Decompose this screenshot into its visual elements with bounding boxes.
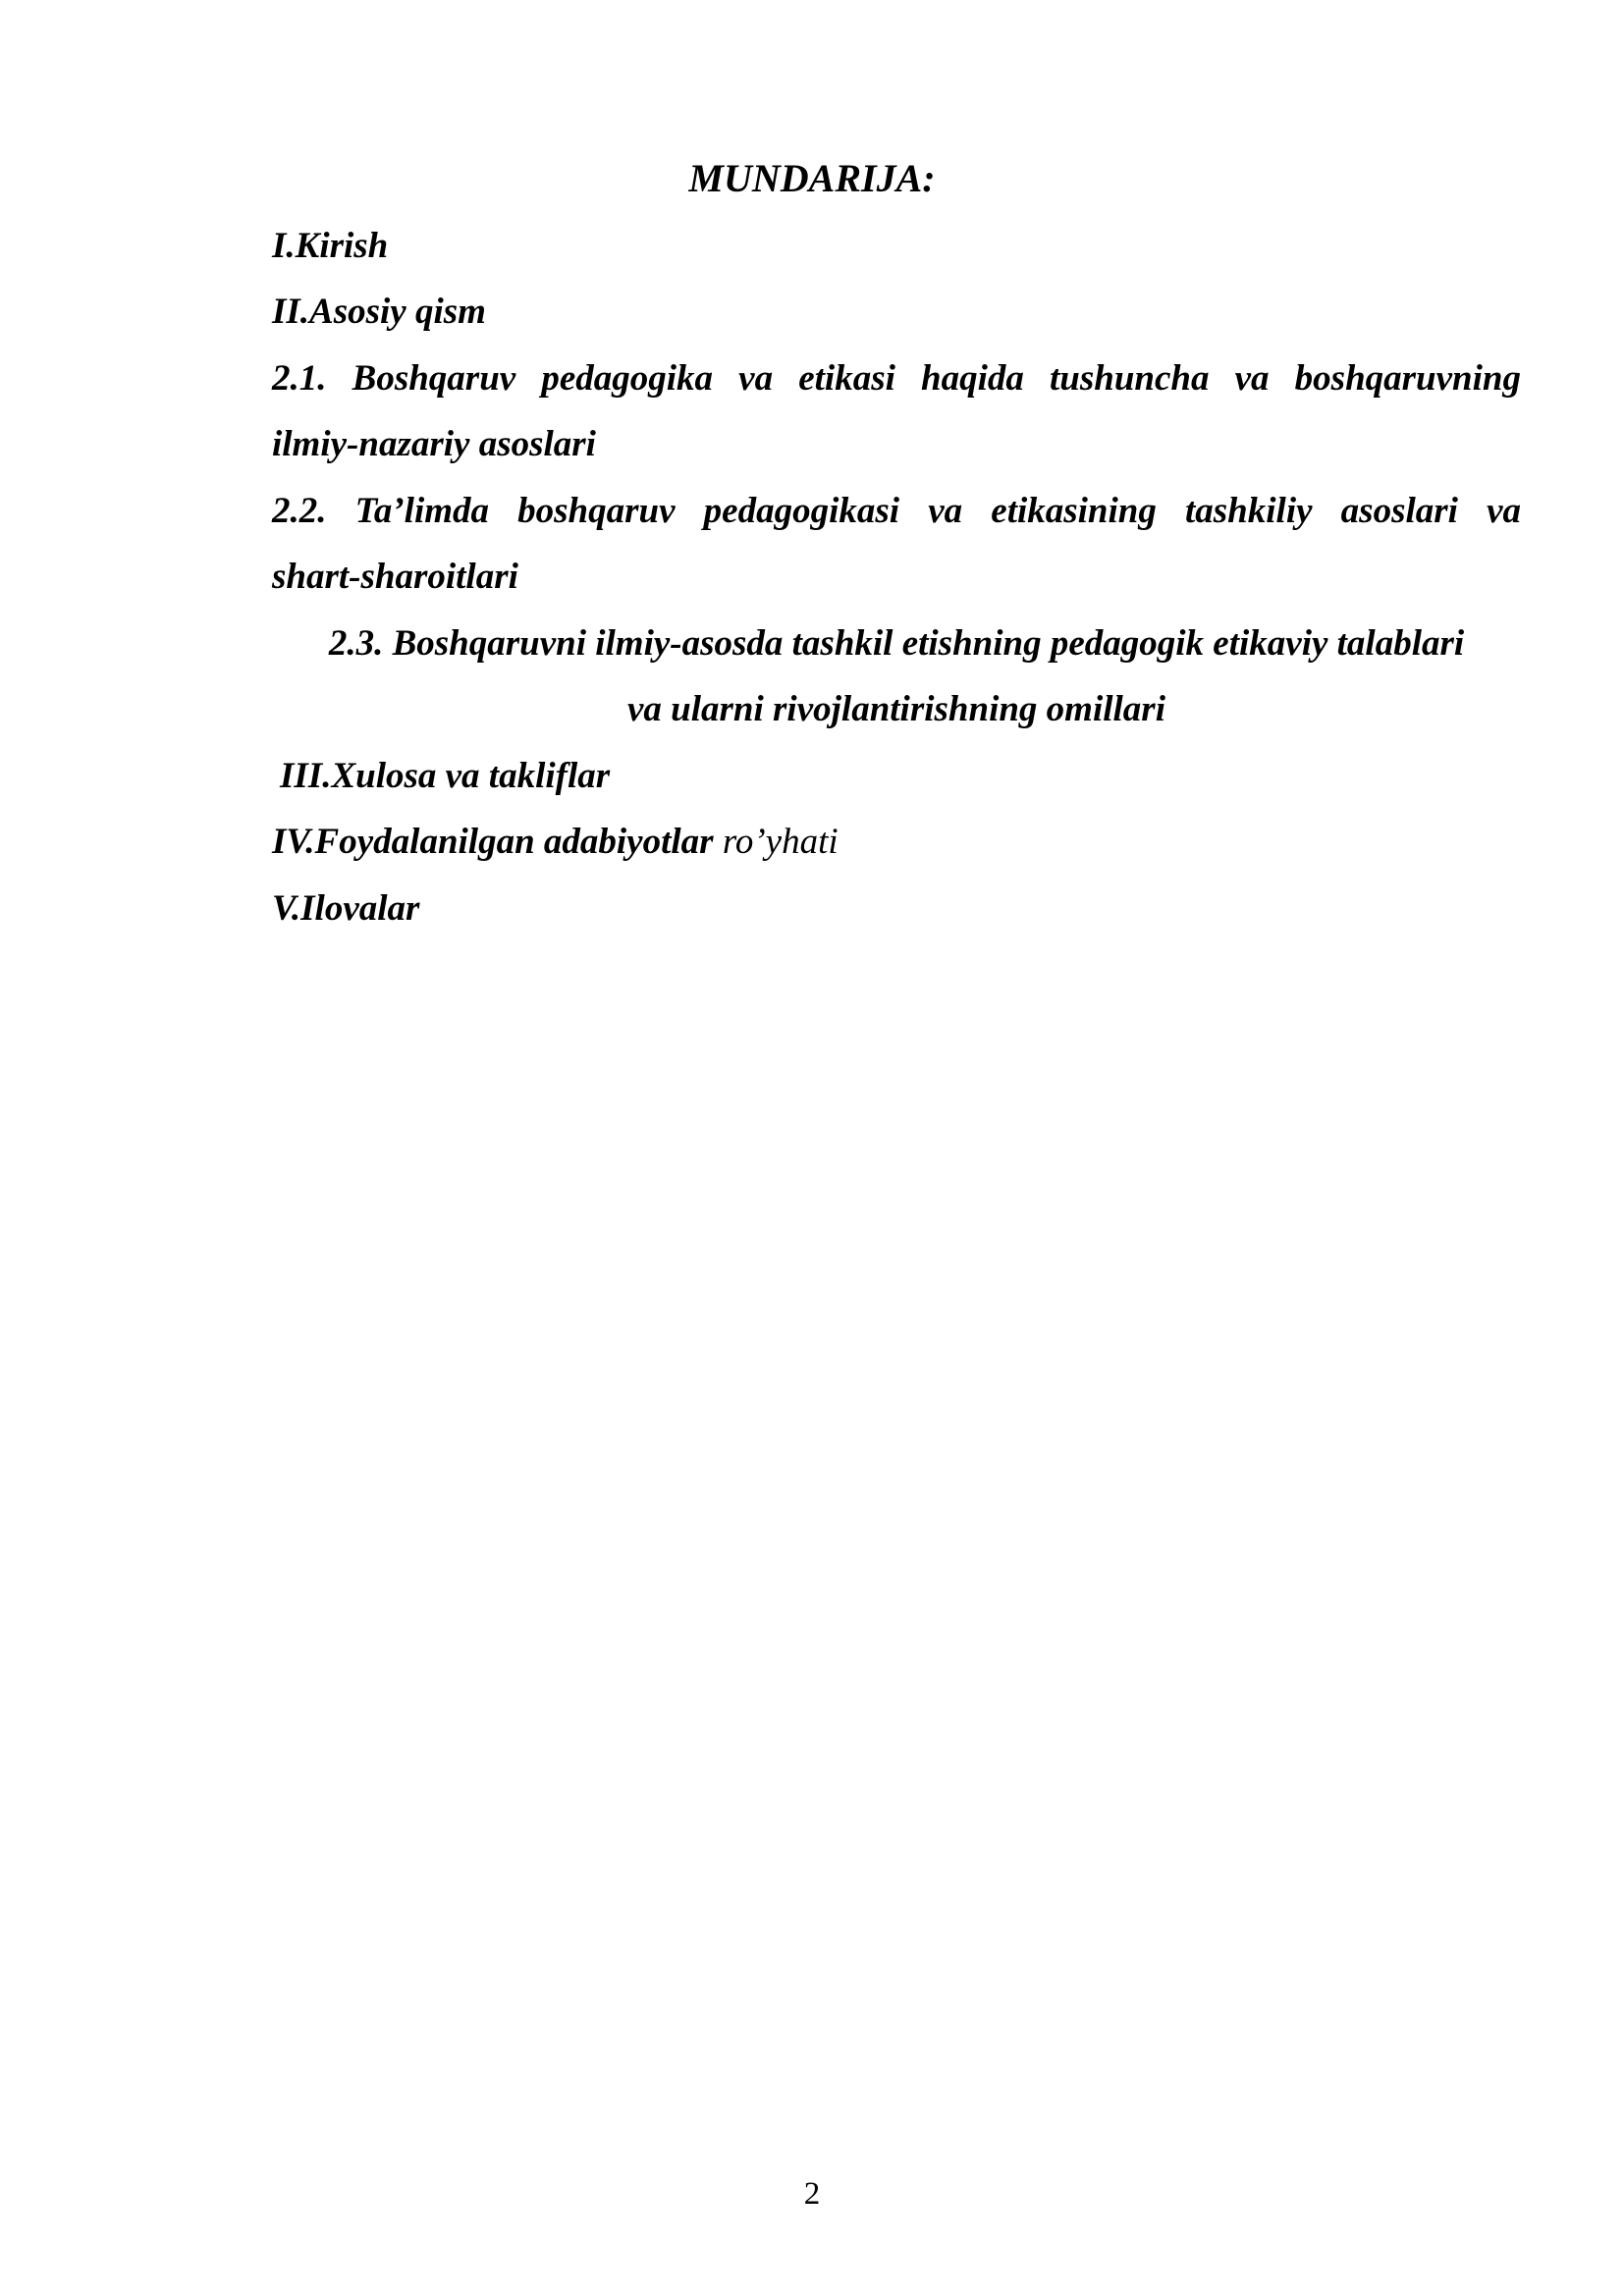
toc-entry-2-1-line2: ilmiy-nazariy asoslari	[272, 424, 596, 464]
toc-entry-appendices: V.Ilovalar	[272, 888, 420, 929]
toc-entry-main-part: II.Asosiy qism	[272, 292, 486, 332]
toc-entry-2-3-line1: 2.3. Boshqaruvni ilmiy-asosda tashkil etishning pedagogik etikaviy talablari	[328, 623, 1465, 664]
toc-entry-references-tail: ro’yhati	[713, 822, 839, 862]
toc-entry-2-3-line2: va ularni rivojlantirishning omillari	[627, 689, 1165, 729]
toc-entry-references-main: IV.Foydalanilgan adabiyotlar	[272, 822, 714, 862]
toc-title: MUNDARIJA:	[688, 156, 936, 200]
toc-entry-2-2-line2: shart-sharoitlari	[272, 557, 518, 597]
page-number: 2	[803, 2176, 821, 2212]
toc-entry-references	[272, 817, 839, 868]
toc-entry-conclusion: III.Xulosa va takliflar	[280, 756, 611, 796]
toc-entry-2-2-line1: 2.2. Ta’limda boshqaruv pedagogikasi va etikasining tashkiliy asoslari va	[272, 491, 1521, 531]
toc-entry-2-1-line1: 2.1. Boshqaruv pedagogika va etikasi haqida tushuncha va boshqaruvning	[272, 358, 1521, 399]
toc-entry-introduction: I.Kirish	[272, 226, 389, 266]
